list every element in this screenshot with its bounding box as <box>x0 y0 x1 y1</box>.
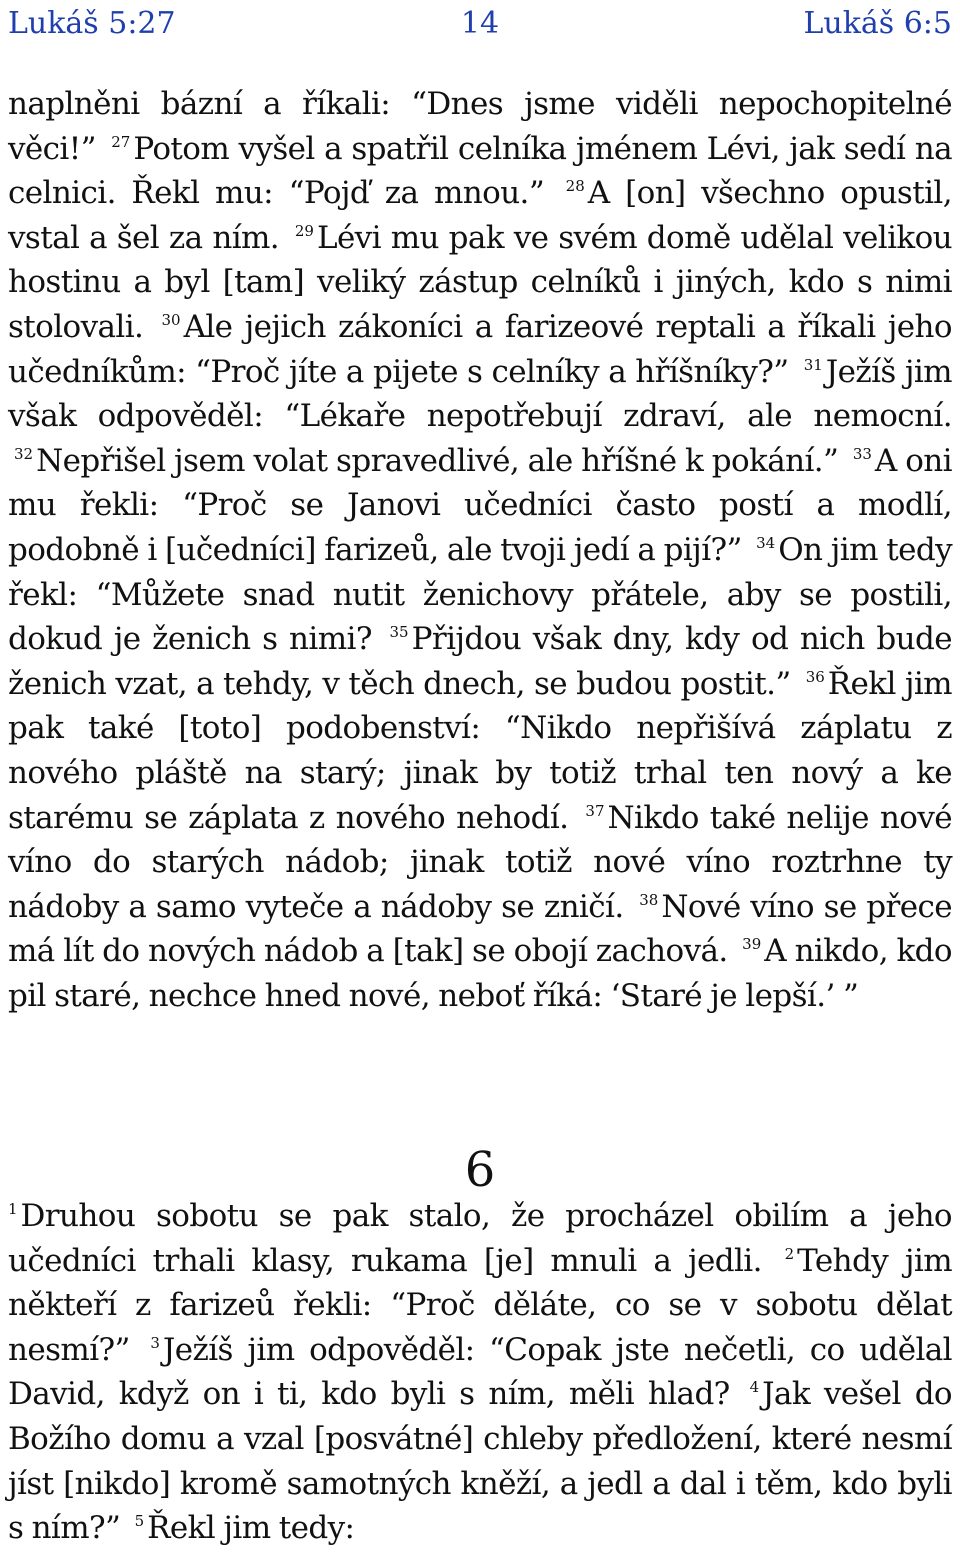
verse-text: On jim tedy řekl: “Můžete snad nutit ženichovy přátele, aby se postili, dokud je ženich s nimi? <box>8 531 952 658</box>
chapter-6-text <box>8 1194 952 1551</box>
verse-text: Tehdy jim někteří z farizeů řekli: “Proč děláte, co se v sobotu dělat nesmí?” <box>8 1242 952 1368</box>
verse-number: 27 <box>111 132 131 151</box>
chapter-5-text <box>8 82 952 1018</box>
verse-text: Jak vešel do Božího domu a vzal [posvátné] chleby předložení, které nesmí jíst [nikdo] kromě samotných kněží, a jedl a dal i těm, kdo byli s ním?” <box>8 1376 952 1547</box>
verse-number: 3 <box>150 1333 160 1352</box>
verse-text: Ale jejich zákoníci a farizeové reptali a říkali jeho učedníkům: “Proč jíte a pijete s celníky a hříšníky?” <box>8 308 952 390</box>
verse-number: 36 <box>805 667 825 686</box>
verse-text: A nikdo, kdo pil staré, nechce hned nové, neboť říká: ‘Staré je lepší.’ ” <box>8 933 952 1014</box>
verse-number: 35 <box>389 623 409 642</box>
verse-text: Nikdo také nelije nové víno do starých nádob; jinak totiž nové víno roztrhne ty nádoby a samo vyteče a nádoby se zničí. <box>8 799 952 925</box>
header-end-reference: Lukáš 6:5 <box>803 6 952 41</box>
verse-number: 39 <box>742 935 762 954</box>
chapter-heading: 6 <box>464 1142 496 1198</box>
verse-number: 32 <box>14 444 34 463</box>
verse-number: 38 <box>639 890 659 909</box>
verse-text: Ježíš jim však odpověděl: “Lékaře nepotřebují zdraví, ale nemocní. <box>8 353 952 435</box>
verse-number: 29 <box>294 221 314 240</box>
verse-text: Lévi mu pak ve svém domě udělal velikou hostinu a byl [tam] veliký zástup celníků i jiných, kdo s nimi stolovali. <box>8 219 952 345</box>
verse-text: Potom vyšel a spatřil celníka jménem Lévi, jak sedí na celnici. Řekl mu: “Pojď za mnou.” <box>8 130 952 212</box>
verse-text: Nepřišel jsem volat spravedlivé, ale hříšné k pokání.” <box>36 442 839 479</box>
verse-text: A oni mu řekli: “Proč se Janovi učedníci často postí a modlí, podobně i [učedníci] farizeů, ale tvoji jedí a pijí?” <box>8 442 952 568</box>
verse-text: naplněni bázní a říkali: “Dnes jsme viděli nepochopitelné věci!” <box>8 86 952 167</box>
verse-number: 37 <box>585 801 605 820</box>
verse-text: Řekl jim tedy: <box>147 1510 355 1547</box>
verse-number: 2 <box>784 1244 795 1263</box>
verse-number: 34 <box>756 533 776 552</box>
verse-number: 1 <box>8 1200 18 1218</box>
verse-number: 28 <box>565 177 585 196</box>
verse-text: Ježíš jim odpověděl: “Copak jste nečetli, co udělal David, když on i ti, kdo byli s ním, měli hlad? <box>8 1331 952 1413</box>
header-start-reference: Lukáš 5:27 <box>8 6 176 41</box>
verse-text: Nové víno se přece má lít do nových nádob a [tak] se obojí zachová. <box>8 888 952 970</box>
verse-number: 5 <box>134 1512 145 1531</box>
page-number: 14 <box>460 6 500 41</box>
verse-text: Druhou sobotu se pak stalo, že procházel obilím a jeho učedníci trhali klasy, rukama [je] mnuli a jedli. <box>8 1198 952 1279</box>
verse-number: 31 <box>803 355 823 374</box>
verse-number: 30 <box>161 310 181 329</box>
verse-text: Přijdou však dny, kdy od nich bude ženich vzat, a tehdy, v těch dnech, se budou postit.” <box>8 621 952 702</box>
verse-number: 33 <box>852 444 872 463</box>
verse-text: A [on] všechno opustil, vstal a šel za ním. <box>8 175 952 256</box>
verse-number: 4 <box>749 1378 760 1397</box>
running-header <box>8 4 952 44</box>
verse-text: Řekl jim pak také [toto] podobenství: “Nikdo nepřišívá záplatu z nového pláště na starý; jinak by totiž trhal ten nový a ke starému se záplata z nového nehodí. <box>8 665 952 836</box>
